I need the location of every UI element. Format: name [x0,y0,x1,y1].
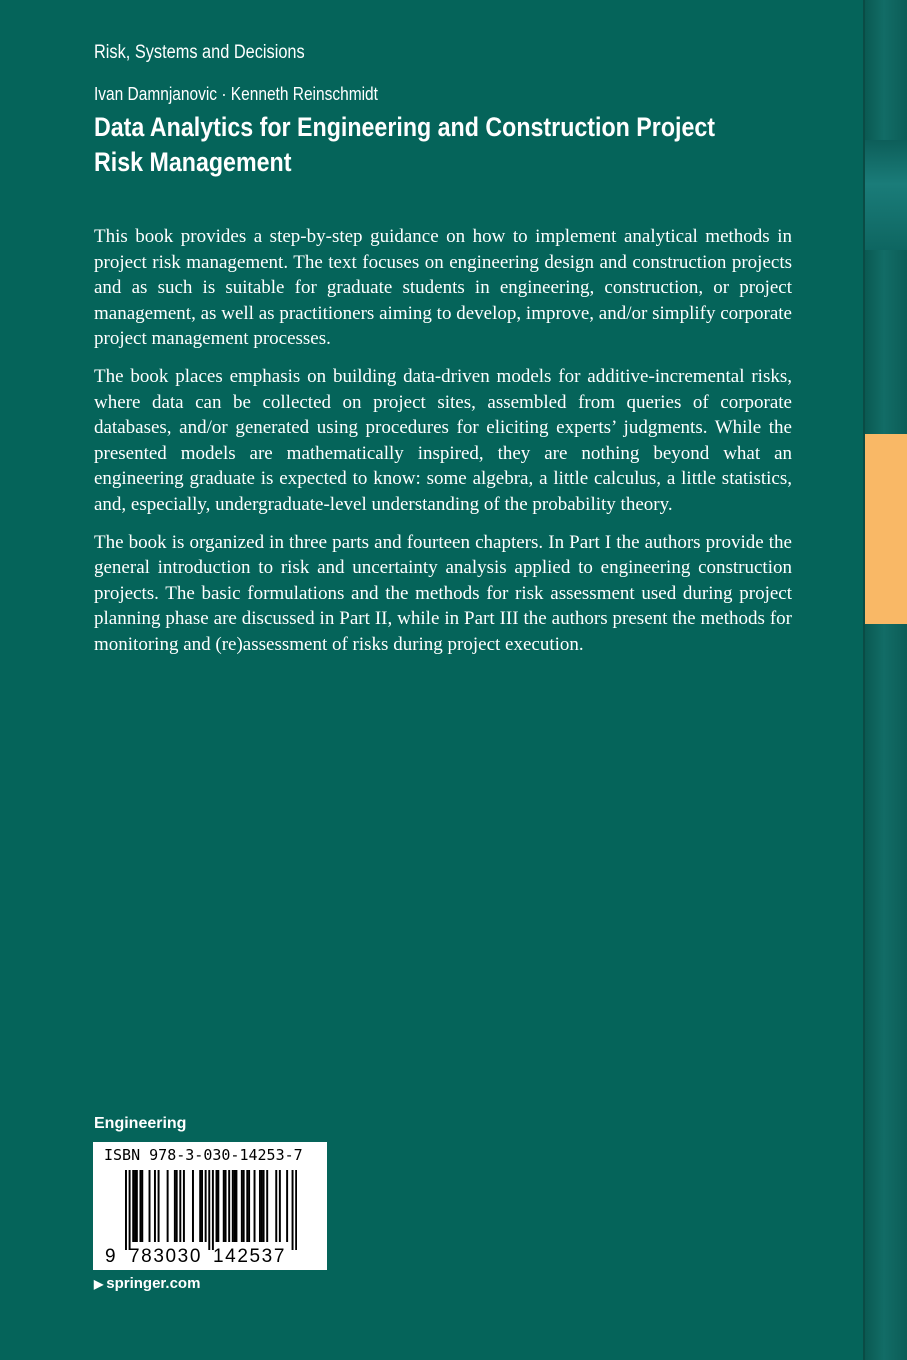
play-triangle-icon: ▶ [94,1277,104,1291]
barcode-bar [212,1170,214,1250]
book-title: Data Analytics for Engineering and Construction Project Risk Management [94,112,716,177]
barcode-bar [263,1170,265,1242]
barcode-bar [232,1170,234,1242]
barcode-bar [125,1170,127,1250]
spine-highlight-band [865,140,907,250]
barcode-bar [217,1170,219,1242]
barcode-bar [286,1170,288,1242]
barcode-bar [266,1170,268,1242]
barcode-bar [275,1170,277,1242]
barcode-bar [235,1170,237,1242]
barcode-bar [279,1170,281,1242]
barcode-bar [205,1170,207,1242]
barcode-bar [223,1170,225,1242]
barcode-bar [216,1170,218,1242]
barcode-bar [201,1170,203,1242]
barcode-bar [228,1170,230,1242]
barcode-bar [208,1170,210,1250]
barcode-bar [246,1170,248,1242]
barcode-bar [234,1170,236,1242]
barcode-bar [139,1170,141,1242]
barcode-bar [225,1170,227,1242]
barcode-bar [295,1170,297,1250]
barcode-bars [125,1170,297,1250]
barcode-bar [129,1170,131,1250]
barcode-bar [134,1170,136,1242]
barcode-bar [243,1170,245,1242]
barcode-bar [292,1170,294,1250]
authors: Ivan Damnjanovic · Kenneth Reinschmidt [94,84,378,104]
barcode-bar [141,1170,143,1242]
barcode-bar [136,1170,138,1242]
barcode-bar [254,1170,256,1242]
barcode-bar [241,1170,243,1242]
blurb-paragraph: The book places emphasis on building data-driven models for additive-incremental risks, where data can be collected on project sites, assembled from queries of corporate databases, and/or generated using procedures for eliciting experts’ judgments. While the presented models are mathematically inspired, they are nothing beyond what an engineering graduate is expected to know: some algebra, a little calculus, a little statistics, and, especially, undergraduate-level understanding of the probability theory. [94,365,792,515]
barcode-bar [132,1170,134,1242]
barcode-bar [248,1170,250,1242]
barcode-bar [174,1170,176,1242]
barcode-bar [154,1170,156,1242]
barcode-bar [158,1170,160,1242]
blurb [94,224,792,670]
barcode-bar [183,1170,185,1242]
spine-orange-band [865,434,907,624]
barcode-bar [179,1170,181,1242]
blurb-paragraph: The book is organized in three parts and fourteen chapters. In Part I the authors provide the general introduction to risk and uncertainty analysis applied to engineering construction projects. The basic formulations and the methods for risk assessment used during project planning phase are discussed in Part II, while in Part III the authors present the methods for monitoring and (re)assessment of risks during project execution. [94,531,792,655]
barcode-bar [167,1170,169,1242]
ean-left-digits: 783030 [129,1246,203,1267]
series-title: Risk, Systems and Decisions [94,42,305,63]
barcode-bar [149,1170,151,1242]
isbn-label: ISBN 978-3-030-14253-7 [104,1146,303,1164]
barcode-bar [192,1170,194,1242]
barcode-bar [176,1170,178,1242]
subject-category: Engineering [94,1115,187,1132]
blurb-paragraph: This book provides a step-by-step guidance on how to implement analytical methods in project risk management. The text focuses on engineering design and construction projects and as such is suitable for graduate students in engineering, construction, or project management, as well as practitioners aiming to develop, improve, and/or simplify corporate project management processes. [94,226,792,350]
isbn-barcode [93,1142,327,1270]
ean-first-digit: 9 [105,1246,116,1267]
website-label: springer.com [106,1275,201,1292]
ean-right-digits: 142537 [213,1246,287,1267]
barcode-bar [199,1170,201,1242]
barcode-bar [259,1170,261,1242]
website-link[interactable] [94,1275,200,1292]
barcode-bar [261,1170,263,1242]
